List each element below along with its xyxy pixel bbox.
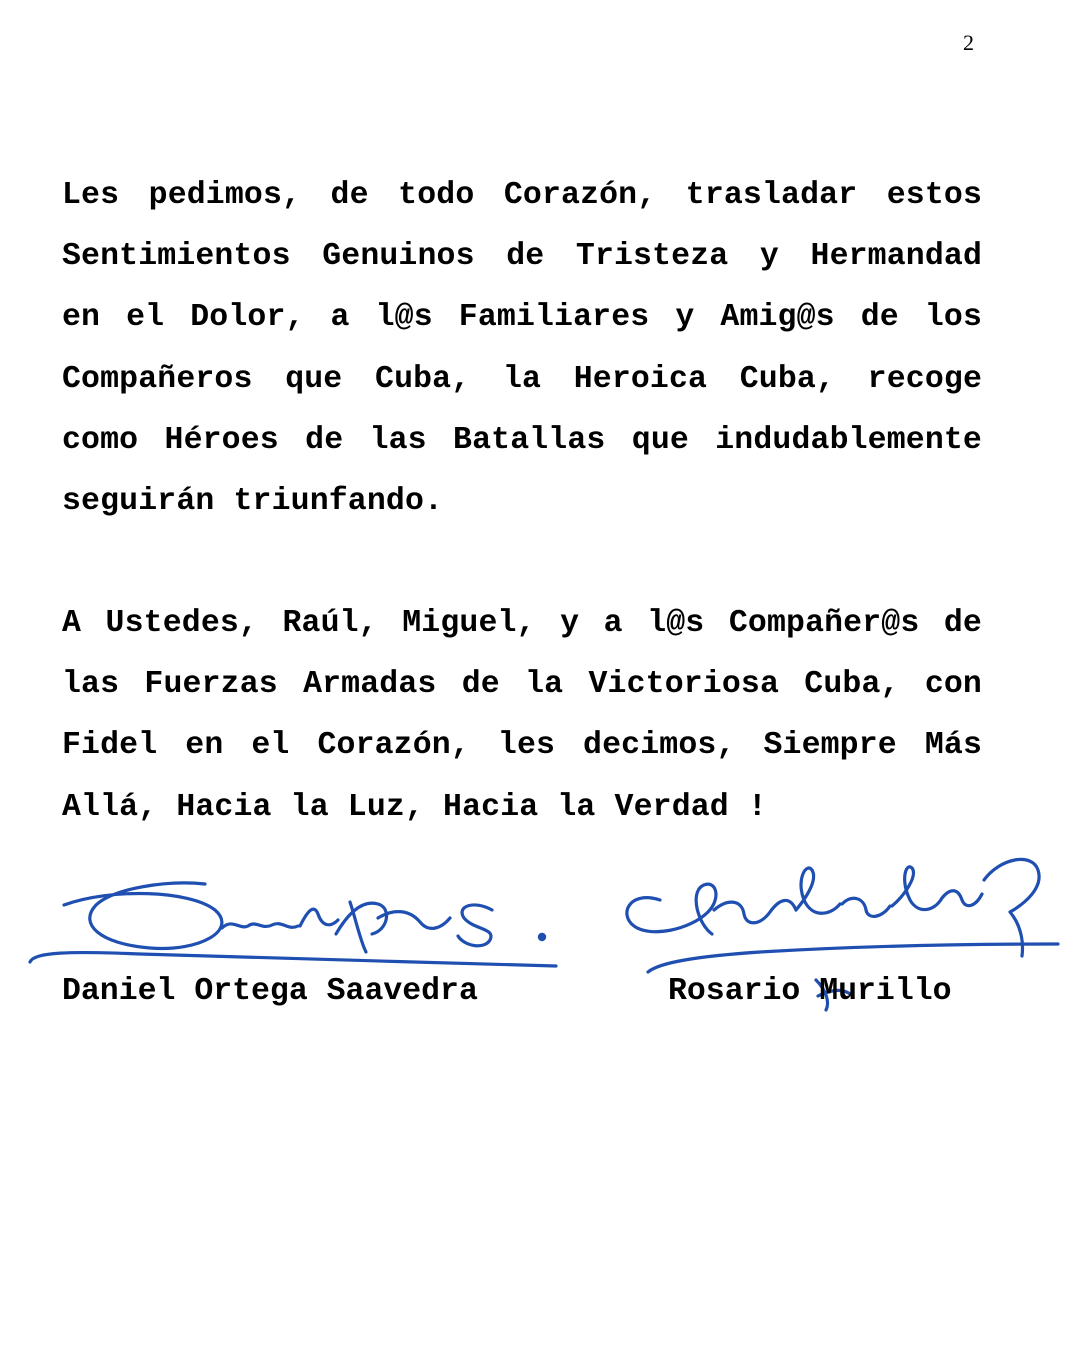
signer-name-daniel: Daniel Ortega Saavedra (62, 974, 478, 1009)
text-line: Sentimientos Genuinos de Tristeza y Hermandad (62, 239, 982, 275)
text-line: A Ustedes, Raúl, Miguel, y a l@s Compañer@s de (62, 606, 982, 641)
text-line: Fidel en el Corazón, les decimos, Siempre Más (62, 728, 982, 764)
text-line: las Fuerzas Armadas de la Victoriosa Cuba, con (62, 667, 982, 703)
page-number: 2 (963, 30, 974, 55)
signer-name-rosario: Rosario Murillo (668, 974, 952, 1009)
paragraph-closing (62, 593, 982, 838)
text-line: Les pedimos, de todo Corazón, trasladar estos (62, 178, 982, 213)
text-line: seguirán triunfando. (62, 484, 444, 520)
signature-daniel-ortega (30, 883, 556, 966)
text-line: Compañeros que Cuba, la Heroica Cuba, recoge (62, 361, 982, 397)
text-line: como Héroes de las Batallas que indudablemente (62, 422, 982, 458)
paragraph-condolences (62, 165, 982, 532)
text-line: en el Dolor, a l@s Familiares y Amig@s de los (62, 300, 982, 336)
text-line: Allá, Hacia la Luz, Hacia la Verdad ! (62, 789, 767, 825)
